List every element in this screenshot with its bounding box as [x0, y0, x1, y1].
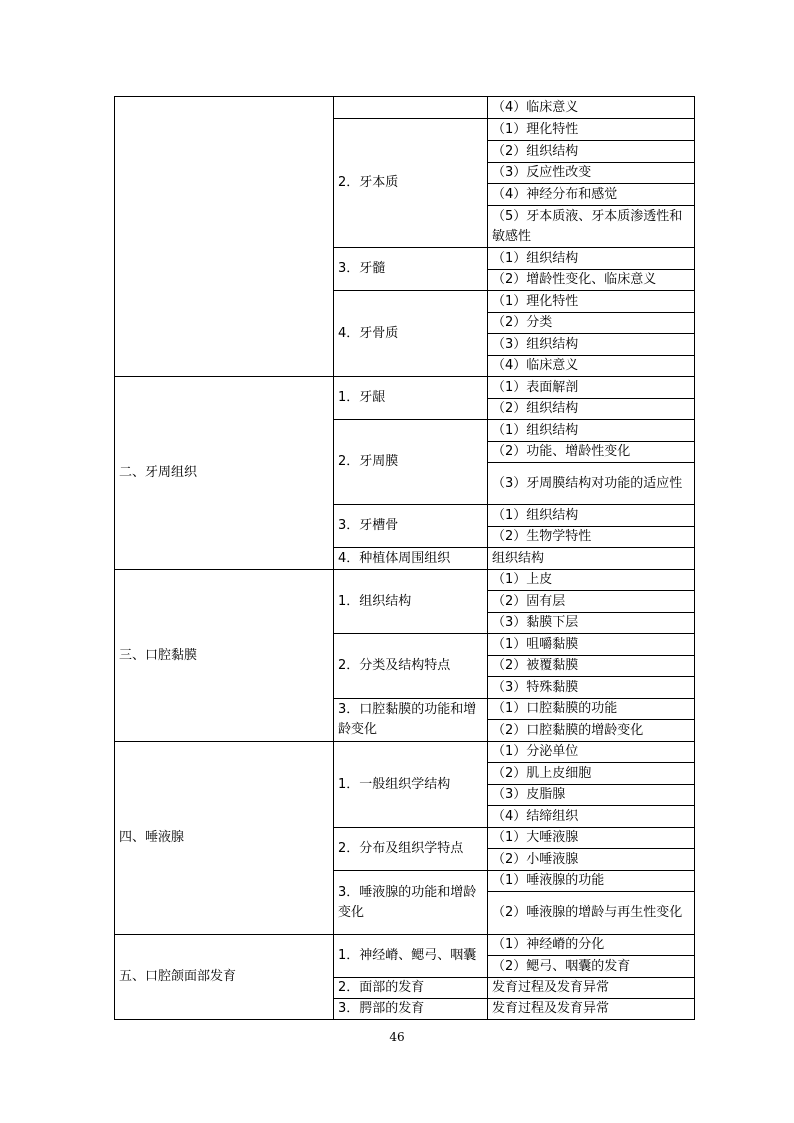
- point-cell: （3）牙周膜结构对功能的适应性: [488, 463, 695, 505]
- point-cell: （1）分泌单位: [488, 742, 695, 763]
- point-cell: （2）小唾液腺: [488, 849, 695, 871]
- unit-cell: 1．牙龈: [334, 377, 488, 420]
- point-cell: （3）皮脂腺: [488, 785, 695, 806]
- point-cell: （4）临床意义: [488, 356, 695, 377]
- unit-cell: 1．神经嵴、鳃弓、咽囊: [334, 935, 488, 978]
- unit-cell: 4．牙骨质: [334, 291, 488, 377]
- page-number: 46: [389, 1030, 405, 1044]
- unit-cell: 3．腭部的发育: [334, 999, 488, 1020]
- table-row: [115, 570, 695, 591]
- point-cell: （2）增龄性变化、临床意义: [488, 270, 695, 291]
- unit-cell: 3．牙槽骨: [334, 505, 488, 548]
- table-row: [115, 377, 695, 399]
- point-cell: （4）临床意义: [488, 97, 695, 119]
- point-cell: （2）固有层: [488, 591, 695, 613]
- section-cell: 三、口腔黏膜: [115, 570, 334, 742]
- point-cell: （1）唾液腺的功能: [488, 871, 695, 892]
- unit-cell: 2．面部的发育: [334, 978, 488, 999]
- point-cell: （4）结缔组织: [488, 806, 695, 828]
- unit-cell: 4．种植体周围组织: [334, 548, 488, 570]
- point-cell: （2）生物学特性: [488, 527, 695, 548]
- point-cell: （2）口腔黏膜的增龄变化: [488, 720, 695, 742]
- unit-cell: 2．分布及组织学特点: [334, 828, 488, 871]
- point-cell: 组织结构: [488, 548, 695, 570]
- point-cell: （2）肌上皮细胞: [488, 763, 695, 785]
- point-cell: （2）鳃弓、咽囊的发育: [488, 956, 695, 978]
- point-cell: 发育过程及发育异常: [488, 978, 695, 999]
- table-row: [115, 742, 695, 763]
- unit-cell: 2．牙本质: [334, 119, 488, 248]
- section-cell: 五、口腔颌面部发育: [115, 935, 334, 1020]
- unit-cell: 3．唾液腺的功能和增龄变化: [334, 871, 488, 935]
- unit-cell: [334, 97, 488, 119]
- point-cell: （1）理化特性: [488, 119, 695, 141]
- point-cell: （5）牙本质液、牙本质渗透性和敏感性: [488, 206, 695, 248]
- point-cell: （1）理化特性: [488, 291, 695, 313]
- point-cell: （1）咀嚼黏膜: [488, 634, 695, 656]
- unit-cell: 1．组织结构: [334, 570, 488, 634]
- point-cell: （1）组织结构: [488, 248, 695, 270]
- unit-cell: 1．一般组织学结构: [334, 742, 488, 828]
- point-cell: （2）组织结构: [488, 141, 695, 163]
- point-cell: （2）分类: [488, 313, 695, 334]
- unit-cell: 2．牙周膜: [334, 420, 488, 505]
- section-cell: [115, 97, 334, 377]
- point-cell: （2）唾液腺的增龄与再生性变化: [488, 892, 695, 935]
- point-cell: （3）反应性改变: [488, 163, 695, 184]
- point-cell: （3）特殊黏膜: [488, 677, 695, 699]
- point-cell: （2）功能、增龄性变化: [488, 442, 695, 463]
- table-row: [115, 97, 695, 119]
- syllabus-table: [114, 96, 695, 1020]
- point-cell: （2）组织结构: [488, 399, 695, 420]
- point-cell: （4）神经分布和感觉: [488, 184, 695, 206]
- unit-cell: 3．口腔黏膜的功能和增龄变化: [334, 699, 488, 742]
- table-row: [115, 935, 695, 956]
- section-cell: 二、牙周组织: [115, 377, 334, 570]
- point-cell: （1）上皮: [488, 570, 695, 591]
- point-cell: （1）表面解剖: [488, 377, 695, 399]
- point-cell: （1）大唾液腺: [488, 828, 695, 849]
- point-cell: （1）组织结构: [488, 420, 695, 442]
- point-cell: （1）组织结构: [488, 505, 695, 527]
- point-cell: （3）黏膜下层: [488, 613, 695, 634]
- point-cell: （2）被覆黏膜: [488, 656, 695, 677]
- point-cell: （1）神经嵴的分化: [488, 935, 695, 956]
- unit-cell: 3．牙髓: [334, 248, 488, 291]
- point-cell: （1）口腔黏膜的功能: [488, 699, 695, 720]
- point-cell: （3）组织结构: [488, 334, 695, 356]
- point-cell: 发育过程及发育异常: [488, 999, 695, 1020]
- unit-cell: 2．分类及结构特点: [334, 634, 488, 699]
- section-cell: 四、唾液腺: [115, 742, 334, 935]
